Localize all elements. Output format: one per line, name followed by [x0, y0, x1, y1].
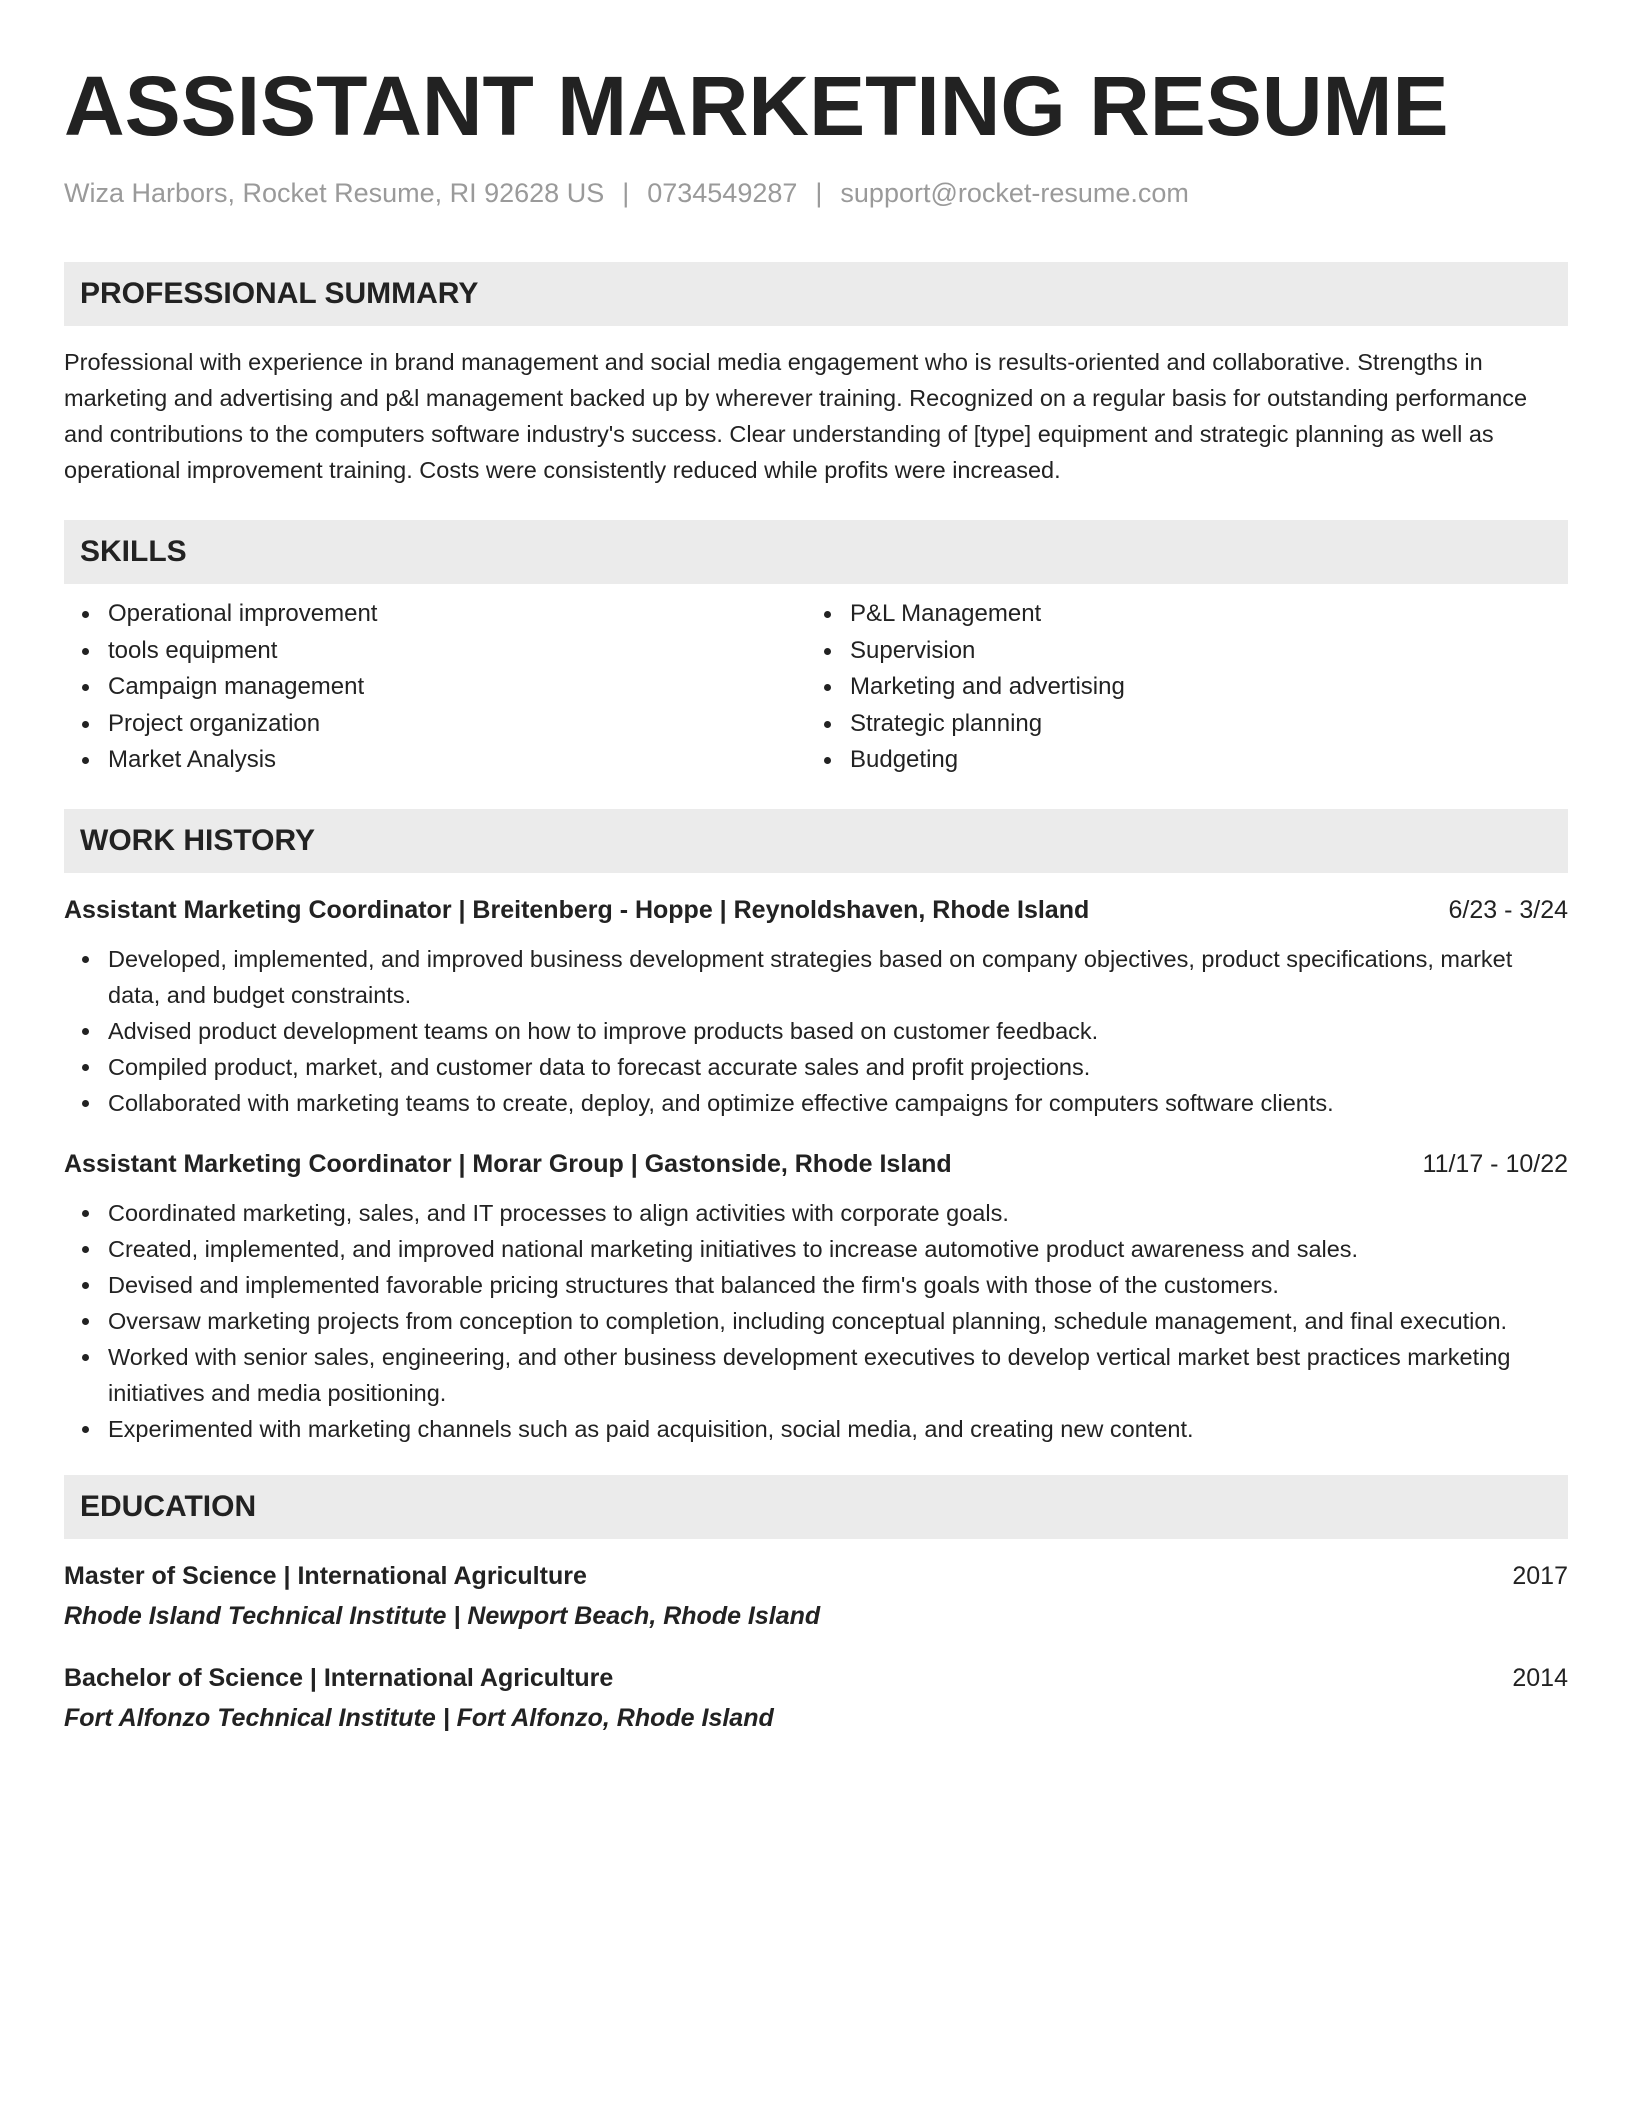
job-bullet: Worked with senior sales, engineering, and other business development executives to develop vertical market best practices marketing initiatives and media positioning.: [108, 1339, 1568, 1411]
skill-item: Strategic planning: [850, 706, 1548, 743]
job-title: Assistant Marketing Coordinator | Morar Group | Gastonside, Rhode Island: [64, 1149, 952, 1178]
job-bullet: Experimented with marketing channels such as paid acquisition, social media, and creating new content.: [108, 1411, 1568, 1447]
job-entry: [64, 1147, 1568, 1447]
job-bullet: Developed, implemented, and improved business development strategies based on company objectives, product specifications, market data, and budget constraints.: [108, 941, 1568, 1013]
work-history-heading: WORK HISTORY: [64, 809, 1568, 873]
job-header: [64, 1147, 1568, 1181]
job-bullet: Created, implemented, and improved national marketing initiatives to increase automotive product awareness and sales.: [108, 1231, 1568, 1267]
skill-item: Operational improvement: [108, 596, 806, 633]
skill-item: Campaign management: [108, 669, 806, 706]
contact-separator: |: [815, 178, 823, 208]
school: Fort Alfonzo Technical Institute | Fort Alfonzo, Rhode Island: [64, 1703, 774, 1732]
summary-text: Professional with experience in brand management and social media engagement who is results-oriented and collaborative. Strengths in marketing and advertising and p&l management backed up by wherever training. Recognized on a regular basis for outstanding performance and contributions to the computers software industry's success. Clear understanding of [type] equipment and strategic planning as well as operational improvement training. Costs were consistently reduced while profits were increased.: [64, 349, 1528, 483]
skills-left-column: [64, 596, 806, 779]
education-entry: [64, 1559, 1568, 1633]
job-bullet: Collaborated with marketing teams to create, deploy, and optimize effective campaigns for computers software clients.: [108, 1085, 1568, 1121]
education-header: [64, 1661, 1568, 1695]
contact-address: Wiza Harbors, Rocket Resume, RI 92628 US: [64, 178, 605, 208]
skills-right-column: [806, 596, 1548, 779]
school: Rhode Island Technical Institute | Newport Beach, Rhode Island: [64, 1601, 821, 1630]
education-entry: [64, 1661, 1568, 1735]
degree: Master of Science | International Agriculture: [64, 1561, 587, 1590]
job-bullet: Coordinated marketing, sales, and IT processes to align activities with corporate goals.: [108, 1195, 1568, 1231]
degree: Bachelor of Science | International Agriculture: [64, 1663, 614, 1692]
contact-phone: 0734549287: [647, 178, 798, 208]
skill-item: P&L Management: [850, 596, 1548, 633]
skill-item: Supervision: [850, 633, 1548, 670]
job-bullet: Advised product development teams on how to improve products based on customer feedback.: [108, 1013, 1568, 1049]
contact-email: support@rocket-resume.com: [840, 178, 1189, 208]
job-title: Assistant Marketing Coordinator | Breitenberg - Hoppe | Reynoldshaven, Rhode Island: [64, 895, 1090, 924]
job-bullets: [64, 1195, 1568, 1447]
job-bullet: Devised and implemented favorable pricing structures that balanced the firm's goals with those of the customers.: [108, 1267, 1568, 1303]
job-bullet: Compiled product, market, and customer data to forecast accurate sales and profit projections.: [108, 1049, 1568, 1085]
graduation-year: 2017: [1512, 1561, 1568, 1590]
graduation-year: 2014: [1512, 1663, 1568, 1692]
job-dates: 6/23 - 3/24: [1448, 895, 1568, 924]
resume-title: ASSISTANT MARKETING RESUME: [64, 59, 1449, 153]
summary-heading: PROFESSIONAL SUMMARY: [64, 262, 1568, 326]
education-heading: EDUCATION: [64, 1475, 1568, 1539]
job-bullet: Oversaw marketing projects from conception to completion, including conceptual planning, schedule management, and final execution.: [108, 1303, 1568, 1339]
skill-item: tools equipment: [108, 633, 806, 670]
education-header: [64, 1559, 1568, 1593]
skills-grid: [64, 596, 1568, 779]
skills-heading: SKILLS: [64, 520, 1568, 584]
job-bullets: [64, 941, 1568, 1121]
skill-item: Market Analysis: [108, 742, 806, 779]
skill-item: Marketing and advertising: [850, 669, 1548, 706]
resume-page: [64, 0, 1568, 1735]
contact-separator: |: [622, 178, 630, 208]
job-header: [64, 893, 1568, 927]
job-dates: 11/17 - 10/22: [1422, 1149, 1568, 1178]
job-entry: [64, 893, 1568, 1121]
skill-item: Project organization: [108, 706, 806, 743]
contact-line: [64, 176, 1568, 210]
skill-item: Budgeting: [850, 742, 1548, 779]
